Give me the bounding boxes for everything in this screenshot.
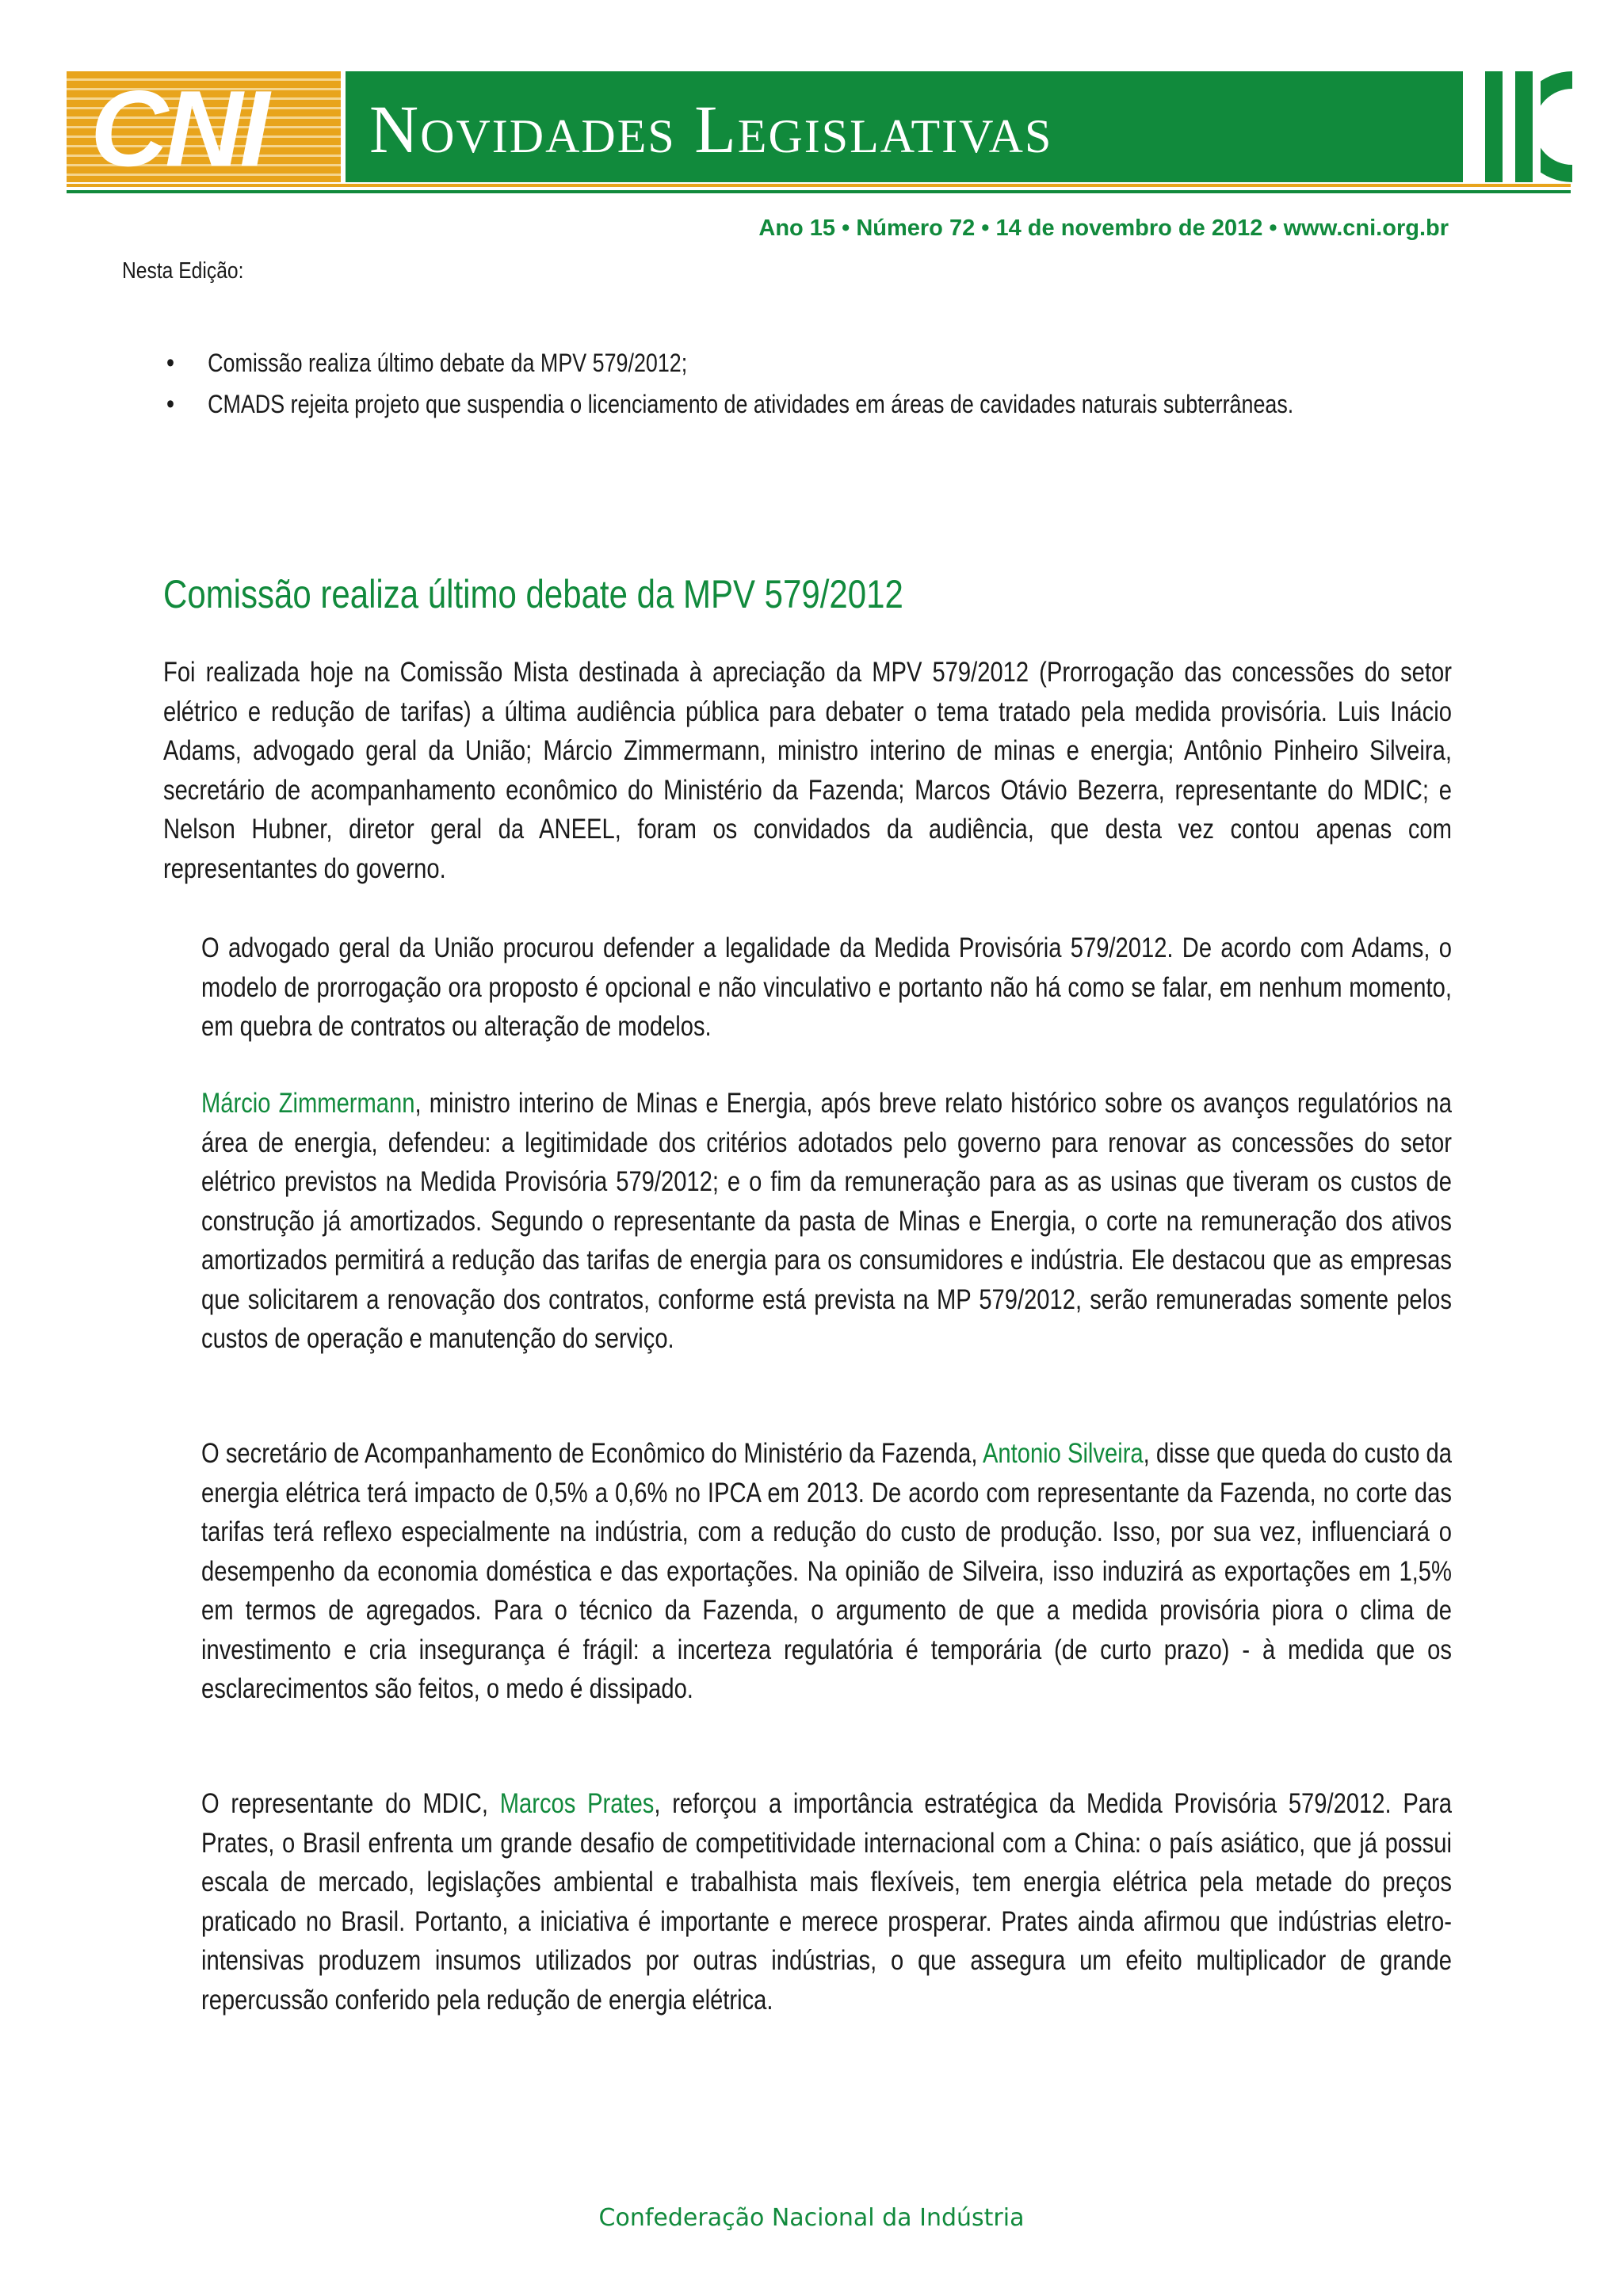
cni-logo [67,71,341,182]
article-paragraph [201,1434,1452,1709]
paragraph-text-before: O secretário de Acompanhamento de Econômico do Ministério da Fazenda, [201,1438,983,1469]
masthead-rule-green [67,190,1571,193]
highlighted-name: Marcos Prates [499,1788,655,1819]
masthead-title-block [346,71,1463,182]
paragraph-text [201,1084,1452,1359]
toc-item-text: CMADS rejeita projeto que suspendia o licenciamento de atividades em áreas de cavidades naturais subterrâneas. [208,390,1294,418]
article-paragraph [201,929,1452,1047]
toc-label: Nesta Edição: [122,258,244,284]
paragraph-text-after: , disse que queda do custo da energia elétrica terá impacto de 0,5% a 0,6% no IPCA em 2013. De acordo com representante da Fazenda, no corte das tarifas terá reflexo especialmente na indústria, com a redução do custo de produção. Isso, por sua vez, influenciará o desempenho da economia doméstica e das exportações. Na opinião de Silveira, isso induzirá as exportações em 1,5% em termos de agregados. Para o técnico da Fazenda, o argumento de que a medida provisória piora o clima de investimento e cria insegurança é frágil: a incerteza regulatória é temporária (de curto prazo) - à medida que os esclarecimentos são feitos, o medo é dissipado. [201,1438,1452,1704]
masthead-rule-gold [67,184,1571,187]
footer: Confederação Nacional da Indústria [598,2204,1025,2232]
bullet-icon: • [166,348,175,378]
toc-list [166,342,1623,425]
article-paragraph [201,1084,1452,1359]
masthead-bar-2 [1515,71,1533,182]
masthead-c-mark [1541,71,1572,182]
highlighted-name: Antonio Silveira [982,1438,1144,1469]
masthead-title: Novidades Legislativas [369,91,1053,167]
paragraph-text-before: O representante do MDIC, [201,1788,500,1819]
masthead-bar-1 [1485,71,1503,182]
toc-item [166,342,1418,383]
paragraph-text-after: , reforçou a importância estratégica da Medida Provisória 579/2012. Para Prates, o Brasil enfrenta um grande desafio de competitividade internacional com a China: o país asiático, que já possui escala de mercado, legislações ambiental e trabalhista mais flexíveis, tem energia elétrica pela metade do preços praticado no Brasil. Portanto, a iniciativa é importante e merece prosperar. Prates ainda afirmou que indústrias eletro-intensivas produzem insumos utilizados por outras indústrias, o que assegura um efeito multiplicador de grande repercussão conferido pela redução de energia elétrica. [201,1788,1452,2016]
cni-logo-text: CNI [90,71,267,182]
paragraph-text [201,1434,1452,1709]
article-paragraph [163,653,1452,888]
toc-item [166,383,1418,425]
issue-info: Ano 15 • Número 72 • 14 de novembro de 2012 • www.cni.org.br [758,215,1449,241]
masthead [67,71,1571,187]
paragraph-text [201,1784,1452,2019]
article-title: Comissão realiza último debate da MPV 579/2012 [163,572,903,616]
bullet-icon: • [166,389,175,419]
highlighted-name: Márcio Zimmermann [201,1088,415,1119]
paragraph-text-rest: , ministro interino de Minas e Energia, após breve relato histórico sobre os avanços regulatórios na área de energia, defendeu: a legitimidade dos critérios adotados pelo governo para renovar as concessões do setor elétrico previstos na Medida Provisória 579/2012; e o fim da remuneração para as as usinas que tiveram os custos de construção já amortizados. Segundo o representante da pasta de Minas e Energia, o corte na remuneração dos ativos amortizados permitirá a redução das tarifas de energia para os consumidores e indústria. Ele destacou que as empresas que solicitarem a renovação dos contratos, conforme está prevista na MP 579/2012, serão remuneradas somente pelos custos de operação e manutenção do serviço. [201,1088,1452,1354]
paragraph-text: Foi realizada hoje na Comissão Mista destinada à apreciação da MPV 579/2012 (Prorrogação das concessões do setor elétrico e redução de tarifas) a última audiência pública para debater o tema tratado pela medida provisória. Luis Inácio Adams, advogado geral da União; Márcio Zimmermann, ministro interino de minas e energia; Antônio Pinheiro Silveira, secretário de acompanhamento econômico do Ministério da Fazenda; Marcos Otávio Bezerra, representante do MDIC; e Nelson Hubner, diretor geral da ANEEL, foram os convidados da audiência, que desta vez contou apenas com representantes do governo. [163,657,1452,884]
paragraph-text: O advogado geral da União procurou defender a legalidade da Medida Provisória 579/2012. De acordo com Adams, o modelo de prorrogação ora proposto é opcional e não vinculativo e portanto não há como se falar, em nenhum momento, em quebra de contratos ou alteração de modelos. [201,933,1452,1042]
article-paragraph [201,1784,1452,2019]
toc-item-text: Comissão realiza último debate da MPV 579/2012; [208,349,688,377]
